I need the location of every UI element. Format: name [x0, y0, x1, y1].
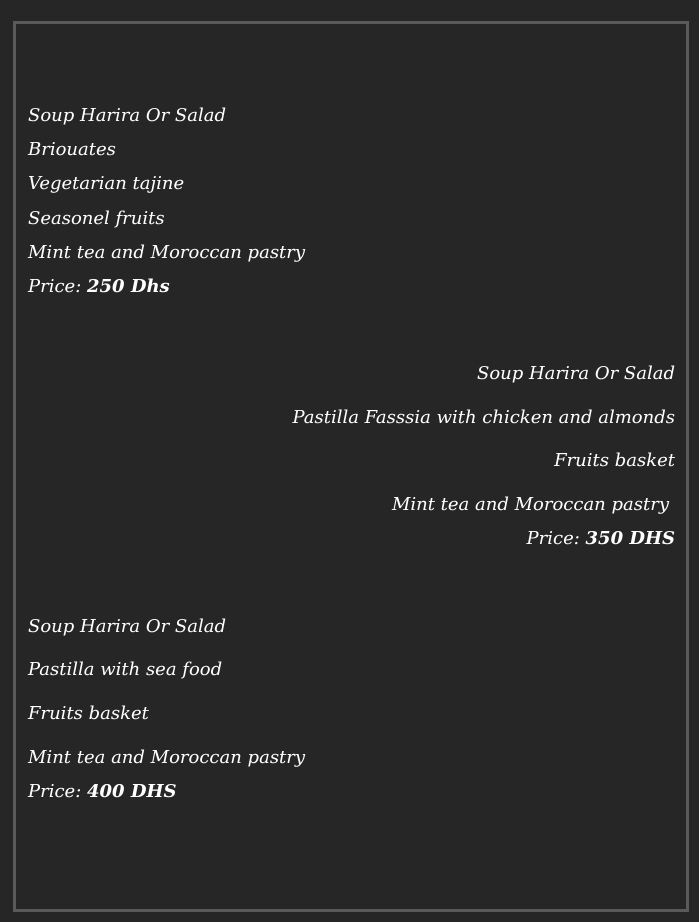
- menu-1-item: Briouates: [28, 139, 116, 160]
- menu-2-price: [527, 528, 675, 550]
- price-value: 350 DHS: [585, 528, 675, 549]
- price-label: Price:: [28, 276, 87, 297]
- price-value: 250 Dhs: [87, 276, 170, 297]
- menu-2-item: Mint tea and Moroccan pastry: [391, 494, 669, 515]
- menu-1-item: Mint tea and Moroccan pastry: [28, 242, 306, 263]
- price-label: Price:: [28, 781, 87, 802]
- price-value: 400 DHS: [87, 781, 177, 802]
- menu-3-item: Pastilla with sea food: [28, 659, 223, 680]
- price-label: Price:: [526, 528, 586, 549]
- menu-3-item: Mint tea and Moroccan pastry: [28, 747, 306, 768]
- menu-3-price: [28, 781, 176, 803]
- menu-1-item: Vegetarian tajine: [28, 173, 185, 194]
- menu-1-price: [28, 276, 170, 298]
- menu-3-item: Soup Harira Or Salad: [28, 616, 227, 637]
- menu-2-item: Soup Harira Or Salad: [476, 363, 675, 384]
- menu-2-item: Pastilla Fasssia with chicken and almonds: [292, 407, 675, 428]
- menu-1-item: Seasonel fruits: [28, 208, 165, 229]
- menu-2-item: Fruits basket: [554, 450, 675, 471]
- menu-3-item: Fruits basket: [28, 703, 149, 724]
- menu-1-item: Soup Harira Or Salad: [28, 105, 227, 126]
